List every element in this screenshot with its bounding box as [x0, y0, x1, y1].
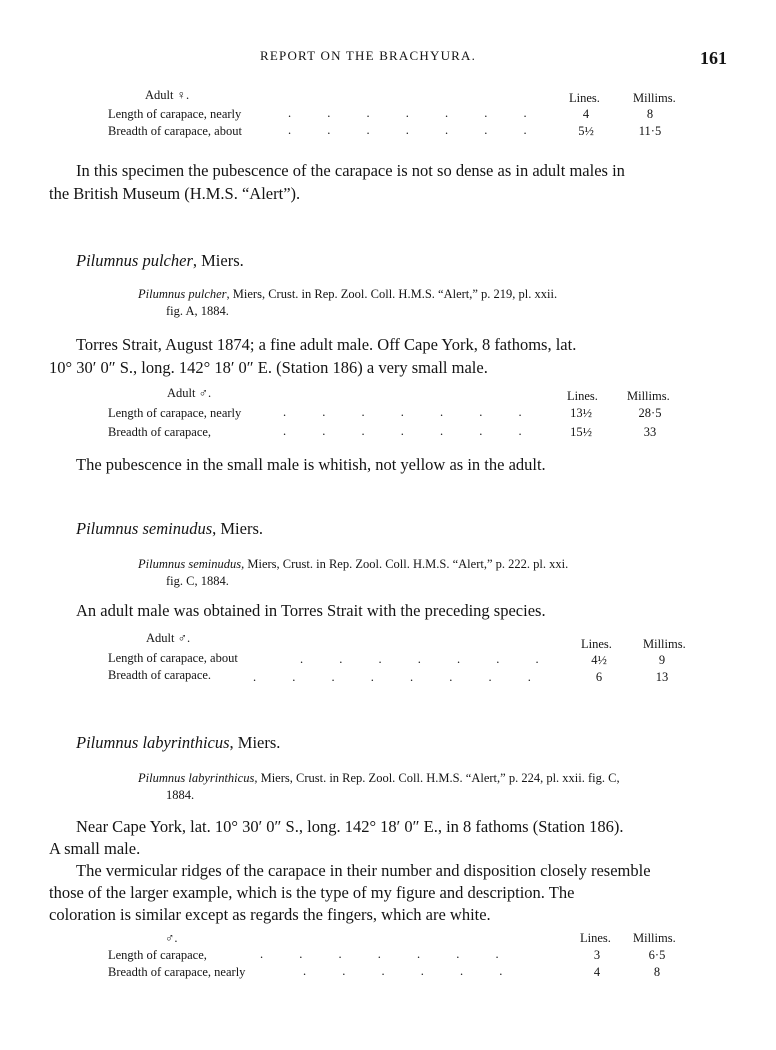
- paragraph-line: 10° 30′ 0″ S., long. 142° 18′ 0″ E. (Station 186) a very small male.: [49, 358, 488, 377]
- reference-text: , Miers, Crust. in Rep. Zool. Coll. H.M.S. “Alert,” p. 224, pl. xxii. fig. C,: [254, 771, 620, 785]
- paragraph-line: those of the larger example, which is the type of my figure and description. The: [49, 883, 575, 902]
- table1-row-lines: 5½: [578, 124, 594, 138]
- paragraph-line: The pubescence in the small male is whitish, not yellow as in the adult.: [76, 455, 546, 474]
- table2-leader-dots: . . . . . . .: [283, 405, 522, 419]
- table2-leader-dots: . . . . . . .: [283, 424, 522, 438]
- paragraph-line: Near Cape York, lat. 10° 30′ 0″ S., long. 142° 18′ 0″ E., in 8 fathoms (Station 186).: [76, 817, 624, 836]
- paragraph-line: A small male.: [49, 839, 141, 858]
- reference-text: , Miers, Crust. in Rep. Zool. Coll. H.M.S. “Alert,” p. 219, pl. xxii.: [226, 287, 558, 301]
- paragraph-line: An adult male was obtained in Torres Strait with the preceding species.: [76, 601, 546, 620]
- reference-line: [138, 769, 620, 787]
- table1-col-lines: Lines.: [569, 91, 600, 105]
- table3-col-lines: Lines.: [581, 637, 612, 651]
- table1-leader-dots: . . . . . . .: [288, 123, 527, 137]
- table4-leader-dots: . . . . . . .: [260, 947, 499, 961]
- table2-col-lines: Lines.: [567, 389, 598, 403]
- table2-row-millims: 33: [643, 425, 657, 439]
- table3-row-lines: 6: [595, 670, 603, 684]
- table4-sex-label: ♂.: [165, 931, 178, 945]
- table4-col-lines: Lines.: [580, 931, 611, 945]
- species-name: Pilumnus seminudus: [76, 519, 213, 538]
- table3-row-label: Breadth of carapace.: [108, 668, 212, 682]
- species-author: , Miers.: [229, 733, 281, 752]
- species-author: , Miers.: [212, 519, 263, 538]
- table2-row-millims: 28·5: [638, 406, 662, 420]
- paragraph-line: Torres Strait, August 1874; a fine adult male. Off Cape York, 8 fathoms, lat.: [76, 335, 577, 354]
- table4-row-label: Length of carapace,: [108, 948, 207, 962]
- table4-row-millims: 6·5: [648, 948, 666, 962]
- table2-row-lines: 13½: [570, 406, 592, 420]
- table1-row-label: Length of carapace, nearly: [108, 107, 242, 121]
- paragraph-line: The vermicular ridges of the carapace in their number and disposition closely resemble: [76, 861, 651, 880]
- table2-col-millims: Millims.: [627, 389, 670, 403]
- reference-name: Pilumnus seminudus,: [138, 557, 245, 571]
- table3-row-lines: 4½: [591, 653, 607, 667]
- table4-row-label: Breadth of carapace, nearly: [108, 965, 246, 979]
- species-name: Pilumnus labyrinthicus: [76, 733, 230, 752]
- page-number: 161: [700, 48, 727, 68]
- table4-row-lines: 3: [593, 948, 601, 962]
- paragraph-line: In this specimen the pubescence of the carapace is not so dense as in adult males in: [76, 161, 625, 180]
- species-heading: [76, 519, 263, 539]
- table4-col-millims: Millims.: [633, 931, 676, 945]
- species-name: Pilumnus pulcher: [76, 251, 193, 270]
- table4-row-lines: 4: [593, 965, 601, 979]
- table3-sex-label: Adult ♂.: [146, 631, 191, 645]
- table1-row-label: Breadth of carapace, about: [108, 124, 242, 138]
- table2-sex-label: Adult ♂.: [167, 386, 212, 400]
- table1-row-millims: 8: [646, 107, 654, 121]
- reference-line: 1884.: [166, 788, 195, 802]
- reference-line: [138, 285, 557, 303]
- table3-col-millims: Millims.: [643, 637, 686, 651]
- table1-sex-label: Adult ♀.: [145, 88, 190, 102]
- table3-row-millims: 13: [655, 670, 669, 684]
- reference-text: Miers, Crust. in Rep. Zool. Coll. H.M.S. “Alert,” p. 222. pl. xxi.: [244, 557, 569, 571]
- species-heading: [76, 733, 280, 753]
- running-head: REPORT ON THE BRACHYURA.: [260, 48, 477, 63]
- species-heading: [76, 251, 244, 271]
- table3-leader-dots: . . . . . . .: [300, 652, 539, 666]
- table2-row-label: Length of carapace, nearly: [108, 406, 242, 420]
- paragraph-line: the British Museum (H.M.S. “Alert”).: [49, 184, 301, 203]
- table4-leader-dots: . . . . . .: [303, 964, 503, 978]
- reference-name: Pilumnus labyrinthicus: [138, 771, 255, 785]
- table2-row-lines: 15½: [570, 425, 592, 439]
- reference-line: [138, 555, 568, 573]
- table1-row-millims: 11·5: [638, 124, 662, 138]
- table3-row-label: Length of carapace, about: [108, 651, 238, 665]
- reference-name: Pilumnus pulcher: [138, 287, 227, 301]
- table1-col-millims: Millims.: [633, 91, 676, 105]
- table2-row-label: Breadth of carapace,: [108, 425, 212, 439]
- reference-line: fig. C, 1884.: [166, 574, 229, 588]
- table4-row-millims: 8: [653, 965, 661, 979]
- species-author: , Miers.: [192, 251, 244, 270]
- table3-leader-dots: . . . . . . . .: [253, 670, 531, 684]
- table3-row-millims: 9: [658, 653, 666, 667]
- table1-row-lines: 4: [582, 107, 590, 121]
- paragraph-line: coloration is similar except as regards the fingers, which are white.: [49, 905, 491, 924]
- reference-line: fig. A, 1884.: [166, 304, 229, 318]
- table1-leader-dots: . . . . . . .: [288, 106, 527, 120]
